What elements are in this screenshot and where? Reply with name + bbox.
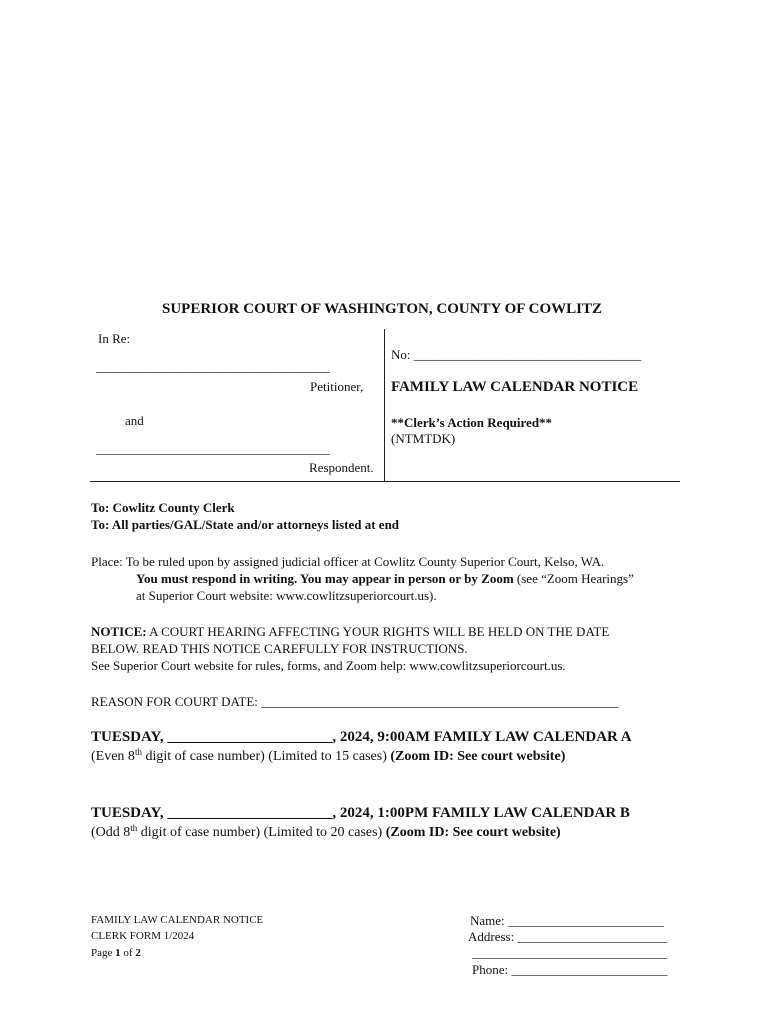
zoom-hearings-ref: (see “Zoom Hearings”	[513, 571, 634, 586]
page-total: 2	[135, 947, 141, 959]
court-title: SUPERIOR COURT OF WASHINGTON, COUNTY OF COWLITZ	[162, 301, 602, 317]
footer-form-code: CLERK FORM 1/2024	[91, 930, 195, 942]
calendar-b-details	[91, 825, 561, 841]
calendar-b-details-sup: th	[130, 823, 138, 833]
case-number-field: No: ___________________________________	[391, 347, 642, 362]
notice-line-1	[91, 624, 609, 640]
footer-address-line-2: ______________________________	[472, 945, 667, 960]
calendar-a-details-sup: th	[134, 747, 142, 757]
respond-line	[136, 571, 634, 587]
page-of: of	[120, 947, 136, 959]
calendar-a-details-pre: (Even 8	[91, 749, 135, 764]
notice-text-1: A COURT HEARING AFFECTING YOUR RIGHTS WILL BE HELD ON THE DATE	[146, 624, 610, 639]
calendar-a-heading: TUESDAY, ______________________, 2024, 9:00AM FAMILY LAW CALENDAR A	[91, 729, 632, 745]
page-label: Page	[91, 947, 116, 959]
notice-line-3: See Superior Court website for rules, forms, and Zoom help: www.cowlitzsuperiorcourt.us.	[91, 658, 566, 673]
footer-address-field: Address: _______________________	[468, 929, 667, 944]
footer-form-name: FAMILY LAW CALENDAR NOTICE	[91, 914, 264, 926]
website-line: at Superior Court website: www.cowlitzsuperiorcourt.us).	[136, 588, 437, 603]
caption-divider-horizontal	[90, 481, 680, 482]
reason-field: REASON FOR COURT DATE: _______________________________________________________	[91, 694, 619, 709]
calendar-a-details	[91, 749, 565, 765]
caption-divider-vertical	[384, 329, 385, 482]
petitioner-name-line: ____________________________________	[96, 359, 330, 374]
and-label: and	[125, 413, 144, 428]
place-line: Place: To be ruled upon by assigned judicial officer at Cowlitz County Superior Court, Kelso, WA.	[91, 554, 605, 569]
calendar-a-details-post: digit of case number) (Limited to 15 cases)	[141, 749, 391, 764]
clerk-action-required: **Clerk’s Action Required**	[391, 415, 553, 430]
in-re-label: In Re:	[98, 331, 131, 346]
to-parties: To: All parties/GAL/State and/or attorneys listed at end	[91, 517, 400, 532]
footer-page-number	[91, 947, 141, 959]
notice-line-2: BELOW. READ THIS NOTICE CAREFULLY FOR INSTRUCTIONS.	[91, 641, 468, 656]
footer-phone-field: Phone: ________________________	[472, 962, 668, 977]
petitioner-label: Petitioner,	[310, 379, 364, 394]
notice-label: NOTICE:	[91, 624, 147, 639]
respondent-label: Respondent.	[309, 460, 374, 475]
footer-name-field: Name: ________________________	[470, 913, 664, 928]
to-clerk: To: Cowlitz County Clerk	[91, 500, 235, 515]
page-current: 1	[115, 947, 121, 959]
calendar-b-heading: TUESDAY, ______________________, 2024, 1:00PM FAMILY LAW CALENDAR B	[91, 805, 630, 821]
respondent-name-line: ____________________________________	[96, 441, 330, 456]
calendar-b-details-post: digit of case number) (Limited to 20 cases)	[137, 825, 386, 840]
calendar-a-zoom-id: (Zoom ID: See court website)	[390, 749, 566, 764]
form-code: (NTMTDK)	[391, 431, 456, 446]
notice-title: FAMILY LAW CALENDAR NOTICE	[391, 379, 639, 395]
respond-instruction: You must respond in writing. You may appear in person or by Zoom	[136, 571, 514, 586]
calendar-b-details-pre: (Odd 8	[91, 825, 131, 840]
calendar-b-zoom-id: (Zoom ID: See court website)	[385, 825, 561, 840]
